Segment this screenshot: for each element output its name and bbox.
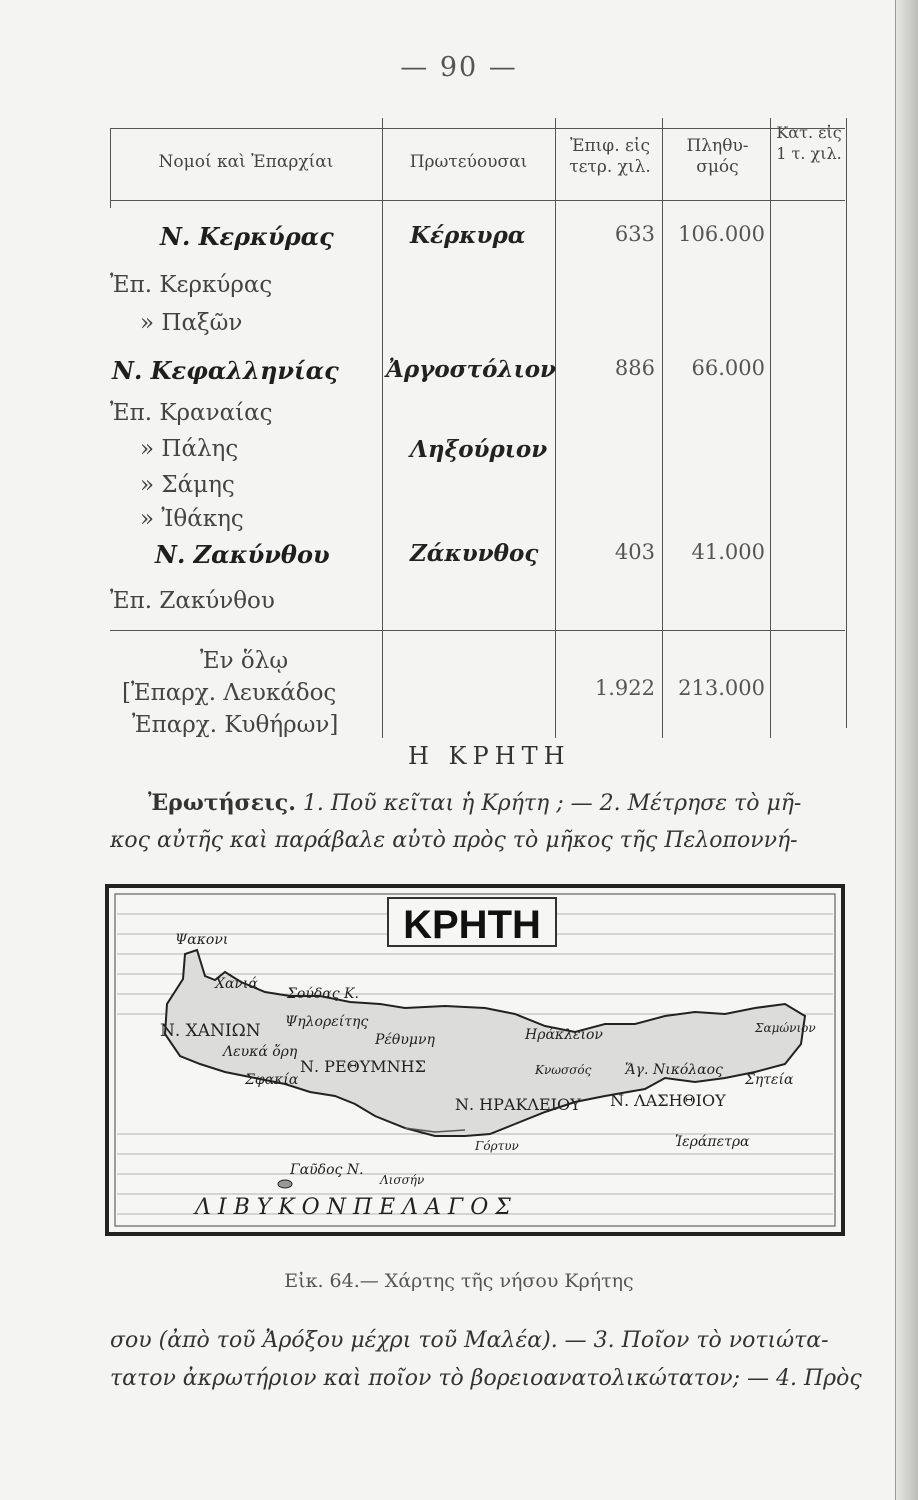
map-label-nomos-lasithiou: Ν. ΛΑΣΗΘΙΟΥ	[610, 1091, 726, 1110]
total-note-lefkada: [Ἐπαρχ. Λευκάδος	[122, 680, 337, 706]
row-name: Ν. Ζακύνθου	[155, 540, 330, 569]
statistics-table	[110, 118, 850, 738]
questions-line-1	[148, 790, 898, 816]
col-rule-2	[555, 118, 556, 738]
row-population: 66.000	[691, 356, 765, 380]
map-label-loseni: Λισσήν	[380, 1173, 425, 1187]
page-number: — 90 —	[400, 52, 518, 83]
map-label-lefka: Λευκά ὄρη	[223, 1044, 298, 1060]
map-title: ΚΡΗΤΗ	[403, 903, 541, 947]
questions-line-4: τατον ἀκρωτήριον καὶ ποῖον τὸ βορειοανατολικώτατον; — 4. Πρὸς	[110, 1366, 862, 1391]
map-label-chania: Χανιά	[215, 976, 258, 992]
row-name: » Ἰθάκης	[140, 506, 244, 532]
row-population: 106.000	[678, 222, 765, 246]
map-label-nomos-irakleiou: Ν. ΗΡΑΚΛΕΙΟΥ	[455, 1095, 581, 1114]
row-area: 403	[614, 540, 655, 564]
table-top-rule	[110, 128, 845, 129]
col-rule-1	[382, 118, 383, 738]
map-label-irakleio: Ηράκλειον	[525, 1027, 603, 1043]
figure-caption: Εἰκ. 64.— Χάρτης τῆς νήσου Κρήτης	[284, 1270, 634, 1292]
map-label-gortyn: Γόρτυν	[475, 1139, 519, 1153]
header-area: Ἐπιφ. εἰς τετρ. χιλ.	[569, 136, 651, 177]
total-note-kythira: Ἐπαρχ. Κυθήρων]	[132, 712, 339, 738]
map-label-sea: Λ Ι Β Υ Κ Ο Ν Π Ε Λ Α Γ Ο Σ	[195, 1195, 511, 1220]
total-label: Ἐν ὅλῳ	[200, 648, 289, 674]
row-population: 41.000	[691, 540, 765, 564]
row-name: Ἐπ. Κραναίας	[110, 400, 273, 426]
col-rule-4	[770, 118, 771, 738]
map-label-nomos-chanion: Ν. ΧΑΝΙΩΝ	[160, 1021, 261, 1041]
header-capitals: Πρωτεύουσαι	[409, 152, 528, 172]
row-name: Ν. Κερκύρας	[160, 222, 334, 251]
questions-line-2: κος αὐτῆς καὶ παράβαλε αὐτὸ πρὸς τὸ μῆκος τῆς Πελοποννή-	[110, 828, 798, 853]
table-total-rule	[110, 630, 845, 631]
header-nomoi: Νομοί καὶ Ἐπαρχίαι	[158, 152, 334, 172]
header-population: Πληθυ-σμός	[686, 136, 749, 177]
questions-text: 1. Ποῦ κεῖται ἡ Κρήτη ; — 2. Μέτρησε τὸ μῆ-	[302, 791, 802, 816]
row-name: Ν. Κεφαλληνίας	[112, 356, 339, 385]
map-label-knossos: Κνωσσός	[535, 1063, 592, 1077]
table-header-rule	[110, 200, 845, 201]
questions-label: Ἐρωτήσεις.	[148, 790, 296, 816]
questions-line-3: σου (ἀπὸ τοῦ Ἀρόξου μέχρι τοῦ Μαλέα). — 3. Ποῖον τὸ νοτιώτα-	[110, 1328, 829, 1353]
row-name: » Παξῶν	[140, 310, 243, 336]
crete-map	[105, 884, 845, 1236]
map-label-psiloritis: Ψηλορείτης	[285, 1014, 369, 1030]
map-label-vakovi: Ψακονι	[175, 932, 229, 948]
map-label-nikolaos: Ἅγ. Νικόλαος	[625, 1062, 723, 1078]
col-rule-3	[662, 118, 663, 738]
total-area: 1.922	[594, 676, 655, 700]
row-capital: Ἀργοστόλιον	[386, 356, 556, 383]
row-capital: Ζάκυνθος	[410, 540, 539, 567]
col-rule-5	[846, 118, 847, 728]
map-label-ierapetra: Ἱεράπετρα	[675, 1134, 750, 1150]
total-population: 213.000	[678, 676, 765, 700]
row-name: » Πάλης	[140, 436, 239, 462]
section-title: Η ΚΡΗΤΗ	[408, 742, 571, 770]
header-density: Κατ. εἰς 1 τ. χιλ.	[776, 123, 842, 163]
row-name: Ἐπ. Κερκύρας	[110, 272, 273, 298]
map-label-sampson: Σαμώνιον	[755, 1021, 816, 1035]
row-capital: Κέρκυρα	[410, 222, 526, 249]
map-label-siteia: Σητεία	[745, 1072, 794, 1088]
map-label-souda: Σούδας Κ.	[287, 986, 359, 1002]
row-area: 633	[614, 222, 655, 246]
row-area: 886	[614, 356, 655, 380]
map-label-sfakia: Σφακία	[245, 1072, 299, 1088]
map-label-gavdos: Γαῦδος Ν.	[290, 1162, 364, 1178]
row-name: » Σάμης	[140, 472, 235, 498]
row-name: Ἐπ. Ζακύνθου	[110, 588, 275, 614]
map-label-rethymni: Ρέθυμνη	[375, 1032, 435, 1048]
gavdos-island	[278, 1180, 292, 1188]
row-capital: Ληξούριον	[410, 436, 548, 463]
map-label-nomos-rethymnis: Ν. ΡΕΘΥΜΝΗΣ	[300, 1057, 426, 1076]
